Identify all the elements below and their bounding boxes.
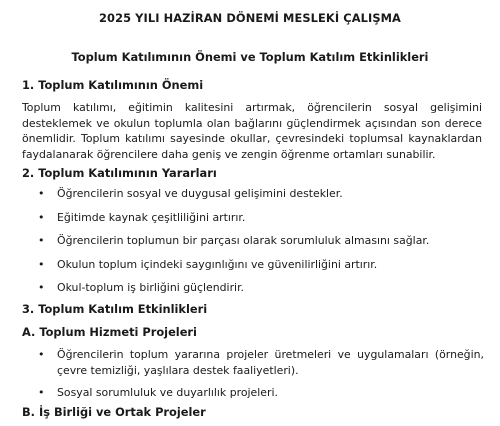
- benefits-list: [38, 186, 484, 296]
- bullet-icon: •: [38, 187, 45, 200]
- list-item: [38, 347, 484, 378]
- section-heading-3: 3. Toplum Katılım Etkinlikleri: [22, 302, 208, 316]
- subsection-heading-a: A. Toplum Hizmeti Projeleri: [22, 325, 197, 339]
- list-item: [38, 280, 484, 296]
- document-subtitle: Toplum Katılımının Önemi ve Toplum Katılım Etkinlikleri: [71, 50, 429, 64]
- bullet-icon: •: [38, 210, 45, 224]
- section-heading-2: 2. Toplum Katılımının Yararları: [22, 166, 217, 180]
- section-heading-1: 1. Toplum Katılımının Önemi: [22, 78, 204, 92]
- list-item-text: Öğrencilerin toplumun bir parçası olarak sorumluluk almasını sağlar.: [57, 234, 430, 247]
- list-item-text: Eğitimde kaynak çeşitliliğini artırır.: [57, 210, 246, 224]
- bullet-icon: •: [38, 257, 45, 271]
- community-service-list: [38, 347, 484, 401]
- list-item-text: Öğrencilerin sosyal ve duygusal gelişimini destekler.: [57, 187, 343, 200]
- bullet-icon: •: [38, 281, 45, 294]
- bullet-icon: •: [38, 348, 45, 361]
- list-item-text: Okulun toplum içindeki saygınlığını ve güvenilirliğini artırır.: [57, 257, 378, 271]
- list-item: [38, 186, 484, 202]
- bullet-icon: •: [38, 234, 45, 247]
- subsection-heading-b: B. İş Birliği ve Ortak Projeler: [22, 405, 206, 419]
- document-title: 2025 YILI HAZİRAN DÖNEMİ MESLEKİ ÇALIŞMA: [99, 11, 401, 25]
- bullet-icon: •: [38, 386, 45, 399]
- section-1-paragraph: Toplum katılımı, eğitimin kalitesini artırmak, öğrencilerin sosyal gelişimini desteklemek ve okulun toplumla olan bağlarını güçlendirmek açısından son derece önemlidir. Toplum katılımı sayesinde okullar, çevresindeki toplumsal kaynaklardan faydalanarak öğrencilere daha geniş ve zengin öğrenme ortamları sunabilir.: [22, 101, 482, 161]
- list-item-text: Öğrencilerin toplum yararına projeler üretmeleri ve uygulamaları (örneğin, çevre temizliği, yaşlılara destek faaliyetleri).: [57, 348, 484, 377]
- list-item: [38, 233, 484, 249]
- list-item: [38, 210, 484, 226]
- list-item-text: Sosyal sorumluluk ve duyarlılık projeleri.: [57, 386, 278, 399]
- list-item: [38, 257, 484, 273]
- list-item-text: Okul-toplum iş birliğini güçlendirir.: [57, 281, 245, 294]
- list-item: [38, 385, 484, 401]
